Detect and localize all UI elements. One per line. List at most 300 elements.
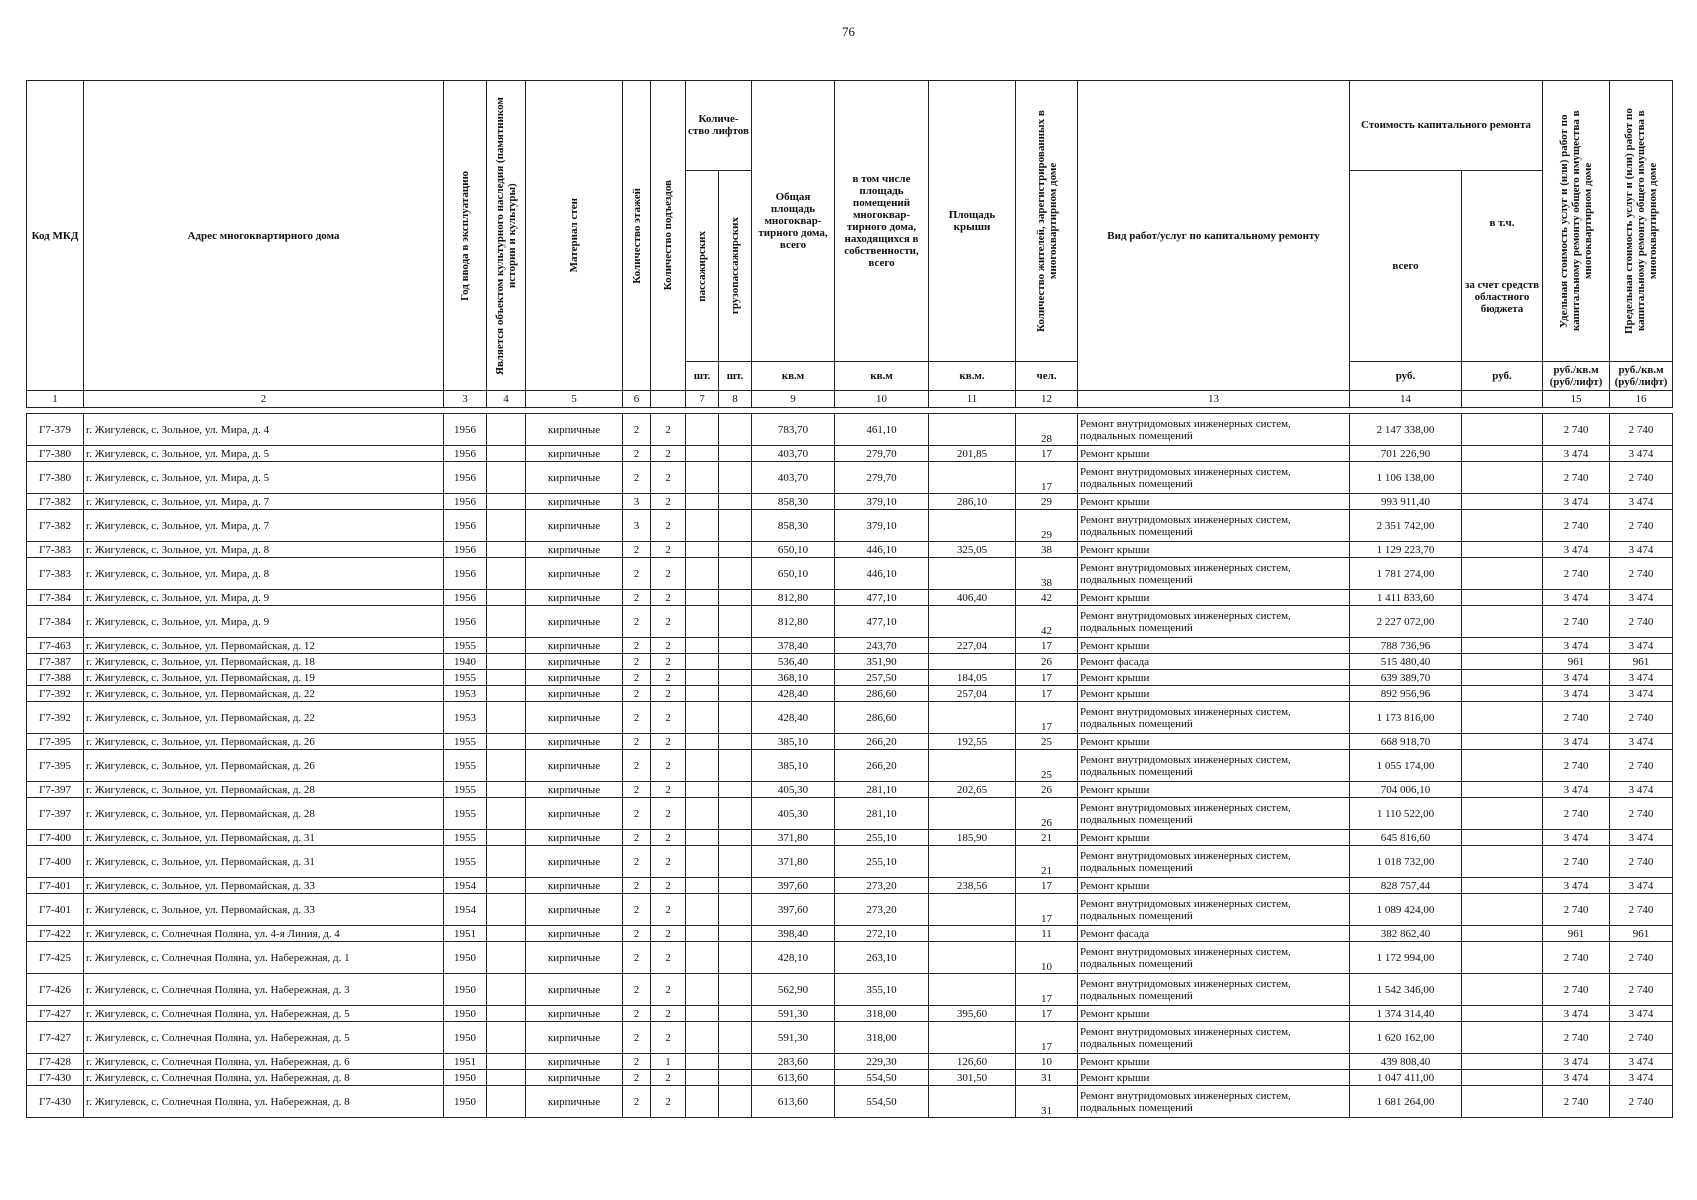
cell-cost-regional — [1462, 670, 1543, 686]
cell-address: г. Жигулевск, с. Зольное, ул. Мира, д. 5 — [84, 446, 444, 462]
cell-roof-area — [929, 894, 1016, 926]
cell-lifts-passenger — [686, 638, 719, 654]
cell-floors: 2 — [623, 654, 651, 670]
cell-max-cost: 2 740 — [1610, 1022, 1673, 1054]
cell-floors: 2 — [623, 414, 651, 446]
cell-year: 1950 — [444, 1022, 487, 1054]
cell-work-type: Ремонт крыши — [1078, 1054, 1350, 1070]
cell-year: 1956 — [444, 414, 487, 446]
cell-owned-area: 281,10 — [835, 782, 929, 798]
cell-wall-material: кирпичные — [526, 654, 623, 670]
header-owned-area: в том числе площадь помещений многоквар- тирного дома, находящихся в собственности, всего — [835, 81, 929, 362]
cell-address: г. Жигулевск, с. Зольное, ул. Мира, д. 5 — [84, 462, 444, 494]
cell-residents: 42 — [1016, 590, 1078, 606]
cell-cost-total: 1 106 138,00 — [1350, 462, 1462, 494]
cell-cost-regional — [1462, 606, 1543, 638]
cell-heritage — [487, 1070, 526, 1086]
cell-roof-area: 185,90 — [929, 830, 1016, 846]
cell-total-area: 613,60 — [752, 1070, 835, 1086]
cell-heritage — [487, 926, 526, 942]
cell-owned-area: 355,10 — [835, 974, 929, 1006]
cell-roof-area — [929, 462, 1016, 494]
cell-floors: 2 — [623, 670, 651, 686]
cell-code: Г7-427 — [27, 1006, 84, 1022]
cell-lifts-cargo — [719, 830, 752, 846]
cell-code: Г7-382 — [27, 494, 84, 510]
header-lifts-passenger: пассажирских — [696, 230, 708, 302]
cell-work-type: Ремонт внутридомовых инженерных систем, подвальных помещений — [1078, 1022, 1350, 1054]
table-row — [27, 734, 1673, 750]
table-row — [27, 510, 1673, 542]
cell-lifts-passenger — [686, 942, 719, 974]
cell-lifts-cargo — [719, 702, 752, 734]
cell-address: г. Жигулевск, с. Зольное, ул. Мира, д. 9 — [84, 606, 444, 638]
cell-max-cost: 2 740 — [1610, 942, 1673, 974]
table-row — [27, 782, 1673, 798]
cell-lifts-cargo — [719, 446, 752, 462]
cell-code: Г7-401 — [27, 878, 84, 894]
cell-residents: 17 — [1016, 462, 1078, 494]
cell-max-cost: 3 474 — [1610, 686, 1673, 702]
cell-lifts-passenger — [686, 446, 719, 462]
column-number: 3 — [444, 391, 487, 408]
cell-work-type: Ремонт крыши — [1078, 878, 1350, 894]
cell-lifts-passenger — [686, 542, 719, 558]
cell-residents: 17 — [1016, 446, 1078, 462]
cell-unit-cost: 3 474 — [1543, 686, 1610, 702]
cell-floors: 2 — [623, 1054, 651, 1070]
cell-entrances: 2 — [651, 590, 686, 606]
cell-lifts-cargo — [719, 846, 752, 878]
cell-cost-total: 645 816,60 — [1350, 830, 1462, 846]
cell-lifts-cargo — [719, 670, 752, 686]
table-row — [27, 942, 1673, 974]
cell-total-area: 812,80 — [752, 590, 835, 606]
cell-owned-area: 461,10 — [835, 414, 929, 446]
cell-heritage — [487, 830, 526, 846]
cell-roof-area — [929, 606, 1016, 638]
cell-cost-regional — [1462, 974, 1543, 1006]
cell-lifts-cargo — [719, 894, 752, 926]
cell-lifts-passenger — [686, 734, 719, 750]
cell-lifts-cargo — [719, 974, 752, 1006]
cell-floors: 3 — [623, 494, 651, 510]
cell-heritage — [487, 878, 526, 894]
cell-entrances: 2 — [651, 830, 686, 846]
table-row — [27, 494, 1673, 510]
cell-wall-material: кирпичные — [526, 702, 623, 734]
cell-max-cost: 2 740 — [1610, 558, 1673, 590]
cell-work-type: Ремонт внутридомовых инженерных систем, подвальных помещений — [1078, 750, 1350, 782]
cell-residents: 10 — [1016, 942, 1078, 974]
header-entrances: Количество подъездов — [662, 180, 674, 291]
cell-cost-regional — [1462, 798, 1543, 830]
cell-lifts-cargo — [719, 590, 752, 606]
table-row — [27, 558, 1673, 590]
cell-max-cost: 3 474 — [1610, 1070, 1673, 1086]
cell-heritage — [487, 750, 526, 782]
cell-owned-area: 477,10 — [835, 606, 929, 638]
table-row — [27, 670, 1673, 686]
cell-lifts-cargo — [719, 1054, 752, 1070]
column-number: 1 — [27, 391, 84, 408]
cell-lifts-cargo — [719, 638, 752, 654]
cell-cost-regional — [1462, 654, 1543, 670]
cell-total-area: 428,40 — [752, 686, 835, 702]
cell-wall-material: кирпичные — [526, 510, 623, 542]
cell-lifts-passenger — [686, 1006, 719, 1022]
cell-lifts-passenger — [686, 558, 719, 590]
cell-entrances: 2 — [651, 638, 686, 654]
cell-unit-cost: 2 740 — [1543, 558, 1610, 590]
cell-roof-area — [929, 974, 1016, 1006]
cell-year: 1955 — [444, 846, 487, 878]
cell-code: Г7-387 — [27, 654, 84, 670]
cell-work-type: Ремонт внутридомовых инженерных систем, подвальных помещений — [1078, 510, 1350, 542]
cell-work-type: Ремонт внутридомовых инженерных систем, подвальных помещений — [1078, 974, 1350, 1006]
cell-wall-material: кирпичные — [526, 942, 623, 974]
cell-unit-cost: 2 740 — [1543, 606, 1610, 638]
cell-year: 1956 — [444, 558, 487, 590]
cell-cost-regional — [1462, 1022, 1543, 1054]
cell-residents: 17 — [1016, 974, 1078, 1006]
cell-roof-area: 238,56 — [929, 878, 1016, 894]
cell-roof-area: 301,50 — [929, 1070, 1016, 1086]
cell-unit-cost: 2 740 — [1543, 462, 1610, 494]
cell-heritage — [487, 1054, 526, 1070]
cell-work-type: Ремонт внутридомовых инженерных систем, подвальных помещений — [1078, 846, 1350, 878]
cell-total-area: 562,90 — [752, 974, 835, 1006]
cell-cost-total: 788 736,96 — [1350, 638, 1462, 654]
cell-cost-total: 1 374 314,40 — [1350, 1006, 1462, 1022]
unit-residents: чел. — [1016, 362, 1078, 391]
cell-cost-total: 639 389,70 — [1350, 670, 1462, 686]
cell-unit-cost: 2 740 — [1543, 942, 1610, 974]
cell-max-cost: 3 474 — [1610, 590, 1673, 606]
cell-floors: 2 — [623, 942, 651, 974]
header-cost-total: всего — [1350, 170, 1462, 361]
cell-entrances: 1 — [651, 1054, 686, 1070]
cell-residents: 17 — [1016, 702, 1078, 734]
cell-roof-area: 406,40 — [929, 590, 1016, 606]
cell-cost-total: 1 681 264,00 — [1350, 1086, 1462, 1118]
cell-wall-material: кирпичные — [526, 782, 623, 798]
cell-roof-area: 286,10 — [929, 494, 1016, 510]
unit-max-cost: руб./кв.м (руб/лифт) — [1610, 362, 1673, 391]
cell-owned-area: 351,90 — [835, 654, 929, 670]
cell-max-cost: 3 474 — [1610, 670, 1673, 686]
table-row — [27, 830, 1673, 846]
cell-unit-cost: 3 474 — [1543, 734, 1610, 750]
cell-cost-regional — [1462, 702, 1543, 734]
cell-lifts-passenger — [686, 782, 719, 798]
cell-cost-regional — [1462, 830, 1543, 846]
cell-lifts-cargo — [719, 734, 752, 750]
cell-floors: 2 — [623, 894, 651, 926]
cell-entrances: 2 — [651, 750, 686, 782]
header-unit-cost: Удельная стоимость услуг и (или) работ по капитальному ремонту общего имущества в многоквартирном доме — [1558, 110, 1595, 332]
cell-total-area: 650,10 — [752, 558, 835, 590]
cell-owned-area: 286,60 — [835, 702, 929, 734]
cell-address: г. Жигулевск, с. Зольное, ул. Мира, д. 7 — [84, 510, 444, 542]
cell-unit-cost: 2 740 — [1543, 894, 1610, 926]
column-number: 11 — [929, 391, 1016, 408]
cell-lifts-passenger — [686, 494, 719, 510]
cell-cost-total: 515 480,40 — [1350, 654, 1462, 670]
cell-wall-material: кирпичные — [526, 798, 623, 830]
cell-address: г. Жигулевск, с. Зольное, ул. Первомайская, д. 31 — [84, 846, 444, 878]
cell-max-cost: 2 740 — [1610, 846, 1673, 878]
header-address: Адрес многоквартирного дома — [84, 81, 444, 391]
cell-cost-total: 1 129 223,70 — [1350, 542, 1462, 558]
cell-wall-material: кирпичные — [526, 734, 623, 750]
cell-floors: 2 — [623, 798, 651, 830]
cell-wall-material: кирпичные — [526, 542, 623, 558]
cell-year: 1950 — [444, 974, 487, 1006]
cell-entrances: 2 — [651, 510, 686, 542]
cell-address: г. Жигулевск, с. Солнечная Поляна, ул. 4-я Линия, д. 4 — [84, 926, 444, 942]
cell-cost-total: 1 542 346,00 — [1350, 974, 1462, 1006]
cell-total-area: 428,10 — [752, 942, 835, 974]
cell-lifts-cargo — [719, 414, 752, 446]
cell-wall-material: кирпичные — [526, 638, 623, 654]
column-number: 6 — [623, 391, 651, 408]
cell-lifts-passenger — [686, 670, 719, 686]
column-number: 12 — [1016, 391, 1078, 408]
cell-residents: 29 — [1016, 494, 1078, 510]
cell-residents: 17 — [1016, 638, 1078, 654]
cell-total-area: 405,30 — [752, 798, 835, 830]
cell-max-cost: 2 740 — [1610, 974, 1673, 1006]
cell-code: Г7-400 — [27, 846, 84, 878]
cell-total-area: 368,10 — [752, 670, 835, 686]
cell-address: г. Жигулевск, с. Зольное, ул. Первомайская, д. 22 — [84, 686, 444, 702]
cell-heritage — [487, 894, 526, 926]
cell-heritage — [487, 606, 526, 638]
cell-cost-regional — [1462, 510, 1543, 542]
cell-year: 1951 — [444, 926, 487, 942]
cell-heritage — [487, 414, 526, 446]
cell-residents: 17 — [1016, 894, 1078, 926]
cell-year: 1956 — [444, 510, 487, 542]
cell-total-area: 613,60 — [752, 1086, 835, 1118]
cell-year: 1950 — [444, 942, 487, 974]
header-floors: Количество этажей — [630, 187, 643, 284]
cell-lifts-cargo — [719, 1070, 752, 1086]
cell-wall-material: кирпичные — [526, 878, 623, 894]
cell-entrances: 2 — [651, 414, 686, 446]
cell-total-area: 591,30 — [752, 1022, 835, 1054]
cell-lifts-passenger — [686, 974, 719, 1006]
cell-cost-total: 1 018 732,00 — [1350, 846, 1462, 878]
cell-lifts-passenger — [686, 846, 719, 878]
cell-heritage — [487, 702, 526, 734]
table-row — [27, 1070, 1673, 1086]
cell-address: г. Жигулевск, с. Зольное, ул. Первомайская, д. 31 — [84, 830, 444, 846]
cell-address: г. Жигулевск, с. Солнечная Поляна, ул. Набережная, д. 8 — [84, 1070, 444, 1086]
cell-cost-total: 1 781 274,00 — [1350, 558, 1462, 590]
cell-code: Г7-397 — [27, 798, 84, 830]
cell-wall-material: кирпичные — [526, 590, 623, 606]
cell-cost-total: 1 047 411,00 — [1350, 1070, 1462, 1086]
table-row — [27, 414, 1673, 446]
cell-entrances: 2 — [651, 894, 686, 926]
cell-heritage — [487, 1006, 526, 1022]
cell-work-type: Ремонт крыши — [1078, 830, 1350, 846]
cell-residents: 29 — [1016, 510, 1078, 542]
cell-roof-area — [929, 510, 1016, 542]
cell-residents: 38 — [1016, 542, 1078, 558]
cell-wall-material: кирпичные — [526, 974, 623, 1006]
cell-code: Г7-383 — [27, 542, 84, 558]
cell-address: г. Жигулевск, с. Зольное, ул. Первомайская, д. 26 — [84, 734, 444, 750]
cell-unit-cost: 3 474 — [1543, 638, 1610, 654]
cell-total-area: 385,10 — [752, 750, 835, 782]
cell-lifts-passenger — [686, 654, 719, 670]
cell-entrances: 2 — [651, 1022, 686, 1054]
cell-max-cost: 2 740 — [1610, 1086, 1673, 1118]
cell-lifts-passenger — [686, 606, 719, 638]
cell-code: Г7-383 — [27, 558, 84, 590]
cell-cost-total: 828 757,44 — [1350, 878, 1462, 894]
cell-address: г. Жигулевск, с. Зольное, ул. Первомайская, д. 12 — [84, 638, 444, 654]
cell-code: Г7-422 — [27, 926, 84, 942]
cell-max-cost: 3 474 — [1610, 734, 1673, 750]
cell-roof-area — [929, 414, 1016, 446]
cell-max-cost: 961 — [1610, 654, 1673, 670]
cell-year: 1951 — [444, 1054, 487, 1070]
cell-floors: 2 — [623, 974, 651, 1006]
cell-entrances: 2 — [651, 686, 686, 702]
cell-cost-regional — [1462, 414, 1543, 446]
cell-roof-area: 201,85 — [929, 446, 1016, 462]
cell-work-type: Ремонт крыши — [1078, 590, 1350, 606]
cell-total-area: 428,40 — [752, 702, 835, 734]
header-max-cost: Предельная стоимость услуг и (или) работ по капитальному ремонту общего имущества в многоквартирном доме — [1623, 108, 1660, 334]
cell-floors: 2 — [623, 782, 651, 798]
cell-unit-cost: 2 740 — [1543, 798, 1610, 830]
cell-heritage — [487, 942, 526, 974]
cell-owned-area: 379,10 — [835, 510, 929, 542]
cell-work-type: Ремонт внутридомовых инженерных систем, подвальных помещений — [1078, 798, 1350, 830]
cell-wall-material: кирпичные — [526, 446, 623, 462]
cell-heritage — [487, 590, 526, 606]
cell-year: 1955 — [444, 750, 487, 782]
cell-lifts-cargo — [719, 606, 752, 638]
cell-wall-material: кирпичные — [526, 558, 623, 590]
cell-entrances: 2 — [651, 734, 686, 750]
cell-work-type: Ремонт крыши — [1078, 734, 1350, 750]
cell-code: Г7-463 — [27, 638, 84, 654]
cell-cost-regional — [1462, 1086, 1543, 1118]
cell-unit-cost: 2 740 — [1543, 414, 1610, 446]
cell-wall-material: кирпичные — [526, 462, 623, 494]
cell-residents: 28 — [1016, 414, 1078, 446]
cell-lifts-cargo — [719, 926, 752, 942]
cell-roof-area — [929, 1022, 1016, 1054]
cell-entrances: 2 — [651, 494, 686, 510]
cell-lifts-passenger — [686, 686, 719, 702]
cell-owned-area: 229,30 — [835, 1054, 929, 1070]
cell-floors: 2 — [623, 734, 651, 750]
column-number: 16 — [1610, 391, 1673, 408]
cell-floors: 2 — [623, 702, 651, 734]
cell-owned-area: 257,50 — [835, 670, 929, 686]
cell-entrances: 2 — [651, 670, 686, 686]
cell-address: г. Жигулевск, с. Зольное, ул. Первомайская, д. 19 — [84, 670, 444, 686]
cell-residents: 21 — [1016, 846, 1078, 878]
column-number: 13 — [1078, 391, 1350, 408]
cell-owned-area: 279,70 — [835, 462, 929, 494]
cell-max-cost: 961 — [1610, 926, 1673, 942]
cell-max-cost: 3 474 — [1610, 494, 1673, 510]
cell-address: г. Жигулевск, с. Солнечная Поляна, ул. Набережная, д. 1 — [84, 942, 444, 974]
cell-year: 1956 — [444, 606, 487, 638]
unit-roof-area: кв.м. — [929, 362, 1016, 391]
cell-heritage — [487, 542, 526, 558]
column-number: 2 — [84, 391, 444, 408]
cell-lifts-passenger — [686, 926, 719, 942]
header-total-area: Общая площадь многоквар- тирного дома, всего — [752, 81, 835, 362]
cell-work-type: Ремонт крыши — [1078, 638, 1350, 654]
cell-total-area: 650,10 — [752, 542, 835, 558]
cell-total-area: 283,60 — [752, 1054, 835, 1070]
table-row — [27, 878, 1673, 894]
cell-year: 1955 — [444, 782, 487, 798]
column-number: 5 — [526, 391, 623, 408]
cell-floors: 2 — [623, 1086, 651, 1118]
cell-heritage — [487, 446, 526, 462]
cell-year: 1956 — [444, 590, 487, 606]
cell-floors: 2 — [623, 558, 651, 590]
table-header — [27, 81, 1673, 414]
cell-code: Г7-384 — [27, 590, 84, 606]
table-row — [27, 1022, 1673, 1054]
cell-cost-total: 2 351 742,00 — [1350, 510, 1462, 542]
cell-lifts-cargo — [719, 782, 752, 798]
cell-work-type: Ремонт внутридомовых инженерных систем, подвальных помещений — [1078, 558, 1350, 590]
cell-residents: 17 — [1016, 1022, 1078, 1054]
cell-roof-area — [929, 926, 1016, 942]
cell-year: 1940 — [444, 654, 487, 670]
table-row — [27, 1086, 1673, 1118]
cell-residents: 25 — [1016, 734, 1078, 750]
cell-code: Г7-426 — [27, 974, 84, 1006]
cell-max-cost: 2 740 — [1610, 414, 1673, 446]
cell-owned-area: 446,10 — [835, 542, 929, 558]
cell-unit-cost: 2 740 — [1543, 510, 1610, 542]
cell-year: 1956 — [444, 542, 487, 558]
header-residents: Количество жителей, зарегистрированных в многоквартирном доме — [1034, 110, 1059, 332]
cell-lifts-cargo — [719, 462, 752, 494]
cell-total-area: 371,80 — [752, 846, 835, 878]
cell-cost-total: 892 956,96 — [1350, 686, 1462, 702]
cell-year: 1953 — [444, 702, 487, 734]
cell-lifts-cargo — [719, 750, 752, 782]
cell-entrances: 2 — [651, 462, 686, 494]
table-row — [27, 654, 1673, 670]
cell-max-cost: 3 474 — [1610, 1054, 1673, 1070]
cell-year: 1956 — [444, 494, 487, 510]
table-row — [27, 1054, 1673, 1070]
cell-roof-area: 227,04 — [929, 638, 1016, 654]
cell-entrances: 2 — [651, 974, 686, 1006]
cell-owned-area: 273,20 — [835, 878, 929, 894]
table-body — [27, 414, 1673, 1118]
header-cost-incl: в т.ч. — [1489, 216, 1515, 229]
cell-lifts-passenger — [686, 1022, 719, 1054]
cell-lifts-passenger — [686, 830, 719, 846]
